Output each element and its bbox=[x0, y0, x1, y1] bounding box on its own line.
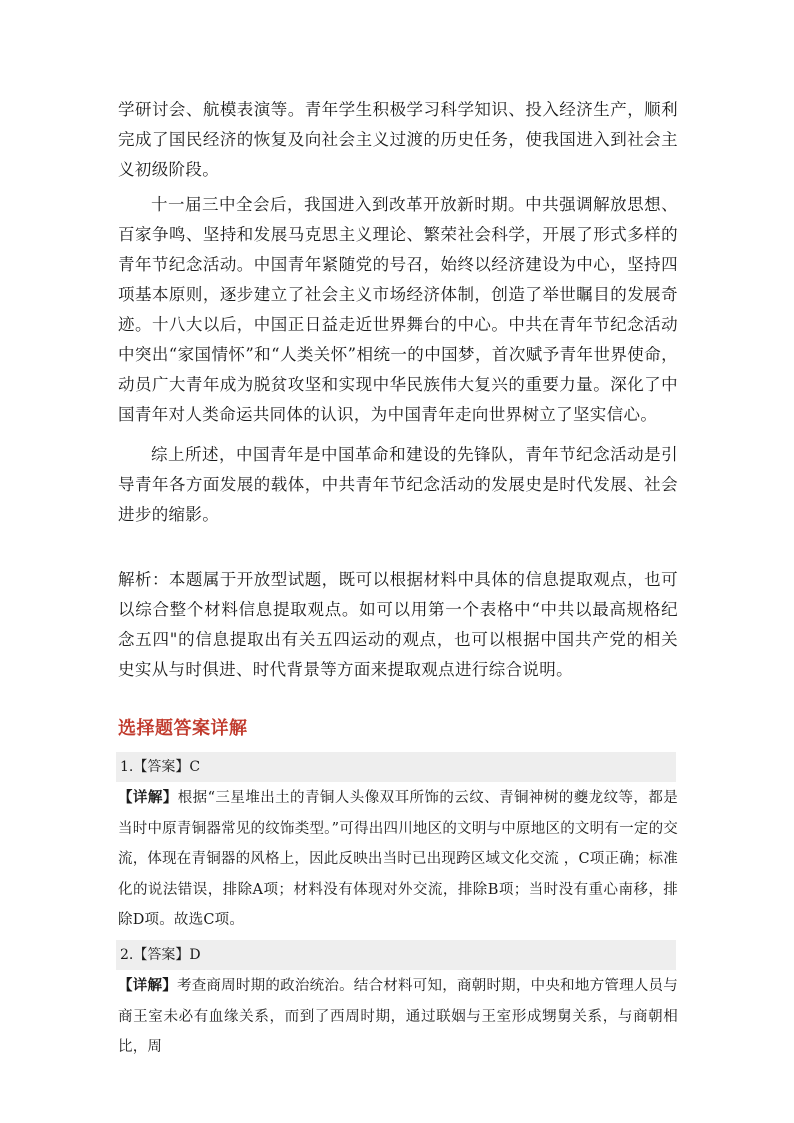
detail-tag: 【详解】 bbox=[118, 977, 177, 994]
answer-detail-1 bbox=[118, 783, 678, 936]
answer-bar-1: 1.【答案】C bbox=[116, 752, 676, 782]
paragraph-reform-era: 十一届三中全会后，我国进入到改革开放新时期。中共强调解放思想、百家争鸣、坚持和发展马克思主义理论、繁荣社会科学，开展了形式多样的青年节纪念活动。中国青年紧随党的号召，始终以经济建设为中心，坚持四项基本原则，逐步建立了社会主义市场经济体制，创造了举世瞩目的发展奇迹。十八大以后，中国正日益走近世界舞台的中心。中共在青年节纪念活动中突出“家国情怀”和“人类关怀”相统一的中国梦，首次赋予青年世界使命，动员广大青年成为脱贫攻坚和实现中华民族伟大复兴的重要力量。深化了中国青年对人类命运共同体的认识，为中国青年走向世界树立了坚实信心。 bbox=[118, 195, 678, 424]
paragraph-continuation: 学研讨会、航模表演等。青年学生积极学习科学知识、投入经济生产，顺利完成了国民经济的恢复及向社会主义过渡的历史任务，使我国进入到社会主义初级阶段。 bbox=[118, 100, 678, 179]
section-title: 选择题答案详解 bbox=[118, 718, 248, 739]
detail-text: 根据“三星堆出土的青铜人头像双耳所饰的云纹、青铜神树的夔龙纹等，都是当时中原青铜器常见的纹饰类型。”可得出四川地区的文明与中原地区的文明有一定的交流，体现在青铜器的风格上，因此反映出当时已出现跨区域文化交流 ，C项正确；标准化的说法错误，排除A项；材料没有体现对外交流，排除B项；当时没有重心南移，排除D项。故选C项。 bbox=[118, 790, 679, 928]
detail-text: 考查商周时期的政治统治。结合材料可知，商朝时期，中央和地方管理人员与商王室未必有血缘关系，而到了西周时期，通过联姻与王室形成甥舅关系，与商朝相比，周 bbox=[118, 978, 678, 1055]
detail-tag: 【详解】 bbox=[118, 789, 178, 806]
paragraph-analysis: 解析：本题属于开放型试题，既可以根据材料中具体的信息提取观点，也可以综合整个材料信息提取观点。如可以用第一个表格中“中共以最高规格纪念五四"的信息提取出有关五四运动的观点，也可以根据中国共产党的相关史实从与时俱进、时代背景等方面来提取观点进行综合说明。 bbox=[118, 570, 678, 679]
answer-detail-2 bbox=[118, 971, 678, 1063]
paragraph-summary: 综上所述，中国青年是中国革命和建设的先锋队，青年节纪念活动是引导青年各方面发展的载体，中共青年节纪念活动的发展史是时代发展、社会进步的缩影。 bbox=[118, 445, 678, 524]
answer-bar-2: 2.【答案】D bbox=[116, 940, 676, 970]
